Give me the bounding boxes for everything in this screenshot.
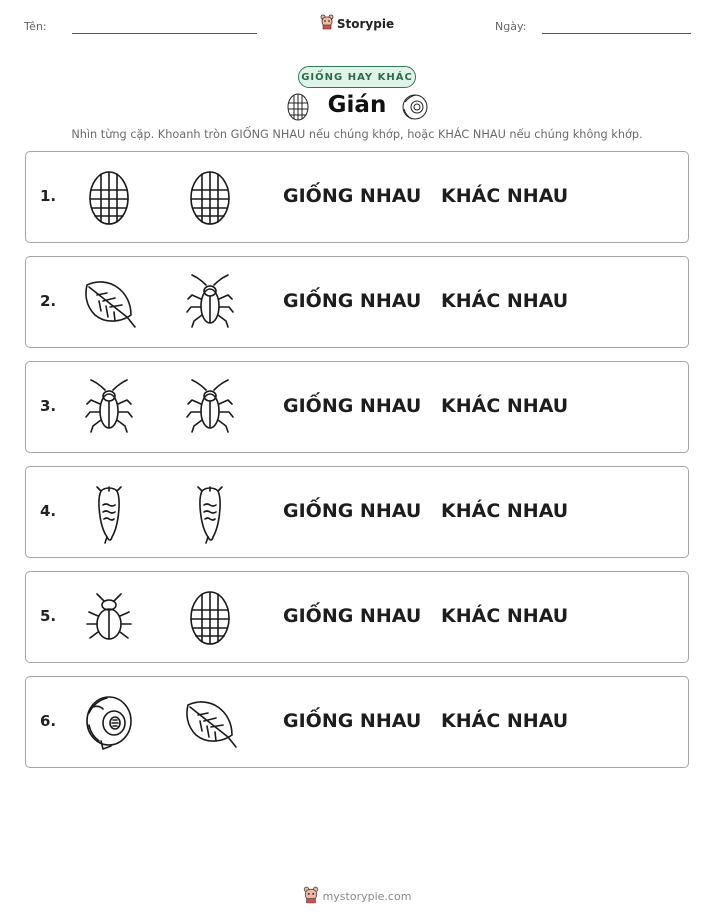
brand [0,14,714,34]
brand-name: Storypie [336,16,395,31]
different-option[interactable]: KHÁC NHAU [441,290,569,312]
exercise-row [25,361,689,453]
cockroach-icon [178,271,242,335]
different-option[interactable]: KHÁC NHAU [441,395,569,417]
cockroach-icon [77,376,141,440]
row-number: 1. [40,187,57,205]
same-option[interactable]: GIỐNG NHAU [283,290,422,312]
row-number: 4. [40,502,57,520]
footer-link[interactable]: mystorypie.com [322,890,412,903]
same-option[interactable]: GIỐNG NHAU [283,710,422,732]
exercise-row [25,571,689,663]
date-line[interactable] [542,33,691,34]
mascot-icon [320,14,334,33]
egg-case-icon [178,586,242,650]
exercise-row [25,256,689,348]
worksheet-type-badge: GIỐNG HAY KHÁC [298,66,416,88]
name-label: Tên: [24,20,47,33]
row-number: 2. [40,292,57,310]
exercise-row [25,676,689,768]
egg-case-icon [77,166,141,230]
row-number: 6. [40,712,57,730]
leaf-icon [77,271,141,335]
shell-icon [400,92,430,126]
egg-case-icon [178,166,242,230]
instructions: Nhìn từng cặp. Khoanh tròn GIỐNG NHAU nếu chúng khớp, hoặc KHÁC NHAU nếu chúng không khớp. [71,128,643,141]
page-title: Gián [327,92,387,118]
exercise-row [25,466,689,558]
row-number: 5. [40,607,57,625]
footer [0,886,714,908]
same-option[interactable]: GIỐNG NHAU [283,395,422,417]
row-number: 3. [40,397,57,415]
different-option[interactable]: KHÁC NHAU [441,500,569,522]
shell-icon [77,691,141,755]
title-row [0,90,714,124]
mascot-icon [303,886,319,907]
different-option[interactable]: KHÁC NHAU [441,605,569,627]
same-option[interactable]: GIỐNG NHAU [283,500,422,522]
different-option[interactable]: KHÁC NHAU [441,710,569,732]
beetle-icon [77,586,141,650]
larva-icon [178,481,242,545]
date-label: Ngày: [495,20,527,33]
exercise-row [25,151,689,243]
different-option[interactable]: KHÁC NHAU [441,185,569,207]
same-option[interactable]: GIỐNG NHAU [283,185,422,207]
cockroach-icon [178,376,242,440]
same-option[interactable]: GIỐNG NHAU [283,605,422,627]
larva-icon [77,481,141,545]
leaf-icon [178,691,242,755]
